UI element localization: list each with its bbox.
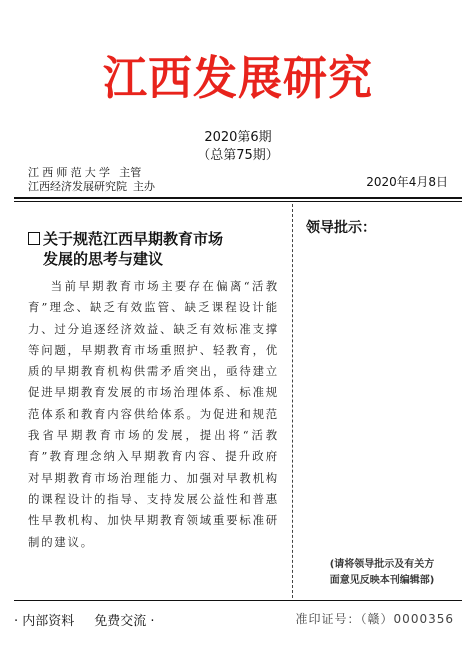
footer-divider bbox=[14, 600, 462, 601]
footer-free: 免费交流 · bbox=[94, 614, 155, 629]
article-title-line2: 发展的思考与建议 bbox=[43, 250, 164, 268]
leader-note-line2: 面意见反映本刊编辑部) bbox=[329, 575, 435, 586]
checkbox-icon bbox=[28, 232, 40, 245]
publication-date: 2020年4月8日 bbox=[366, 175, 448, 189]
issue-cumulative: （总第75期） bbox=[197, 148, 279, 163]
article-title bbox=[28, 229, 278, 269]
footer-circulation bbox=[14, 610, 155, 629]
leader-instruction-label: 领导批示： bbox=[306, 220, 376, 236]
publisher-role: 主管 bbox=[119, 166, 142, 179]
leader-note-line1: (请将领导批示及有关方 bbox=[329, 559, 435, 570]
footer-permit-number: 准印证号：（赣）0000356 bbox=[295, 612, 454, 626]
publisher-name: 江西经济发展研究院 bbox=[28, 180, 127, 193]
header-divider-thin bbox=[14, 201, 462, 202]
footer-internal: · 内部资料 bbox=[14, 614, 75, 629]
leader-note bbox=[302, 557, 462, 589]
article-body: 当前早期教育市场主要存在偏离“活教育”理念、缺乏有效监管、缺乏课程设计能力、过分追逐经济效益、缺乏有效标准支撑等问题，早期教育市场重照护、轻教育，优质的早期教育机构供需矛盾突出，亟待建立促进早期教育发展的市场治理体系、标准规范体系和教育内容供给体系。为促进和规范我省早期教育市场的发展，提出将“活教育”教育理念纳入早期教育内容、提升政府对早期教育市场治理能力、加强对早教机构的课程设计的指导、支持发展公益性和普惠性早教机构、加快早期教育领域重要标准研制的建议。 bbox=[28, 279, 279, 549]
issue-number: 2020第6期 bbox=[204, 130, 272, 145]
header-divider bbox=[14, 197, 462, 199]
masthead-title: 江西发展研究 bbox=[103, 51, 373, 106]
publisher-role: 主办 bbox=[133, 180, 155, 193]
publisher-sponsor bbox=[28, 180, 155, 194]
column-divider bbox=[292, 204, 293, 598]
publisher-supervisor bbox=[28, 166, 141, 180]
article-title-line1: 关于规范江西早期教育市场 bbox=[43, 230, 224, 248]
publisher-name: 江西师范大学 bbox=[28, 166, 114, 179]
